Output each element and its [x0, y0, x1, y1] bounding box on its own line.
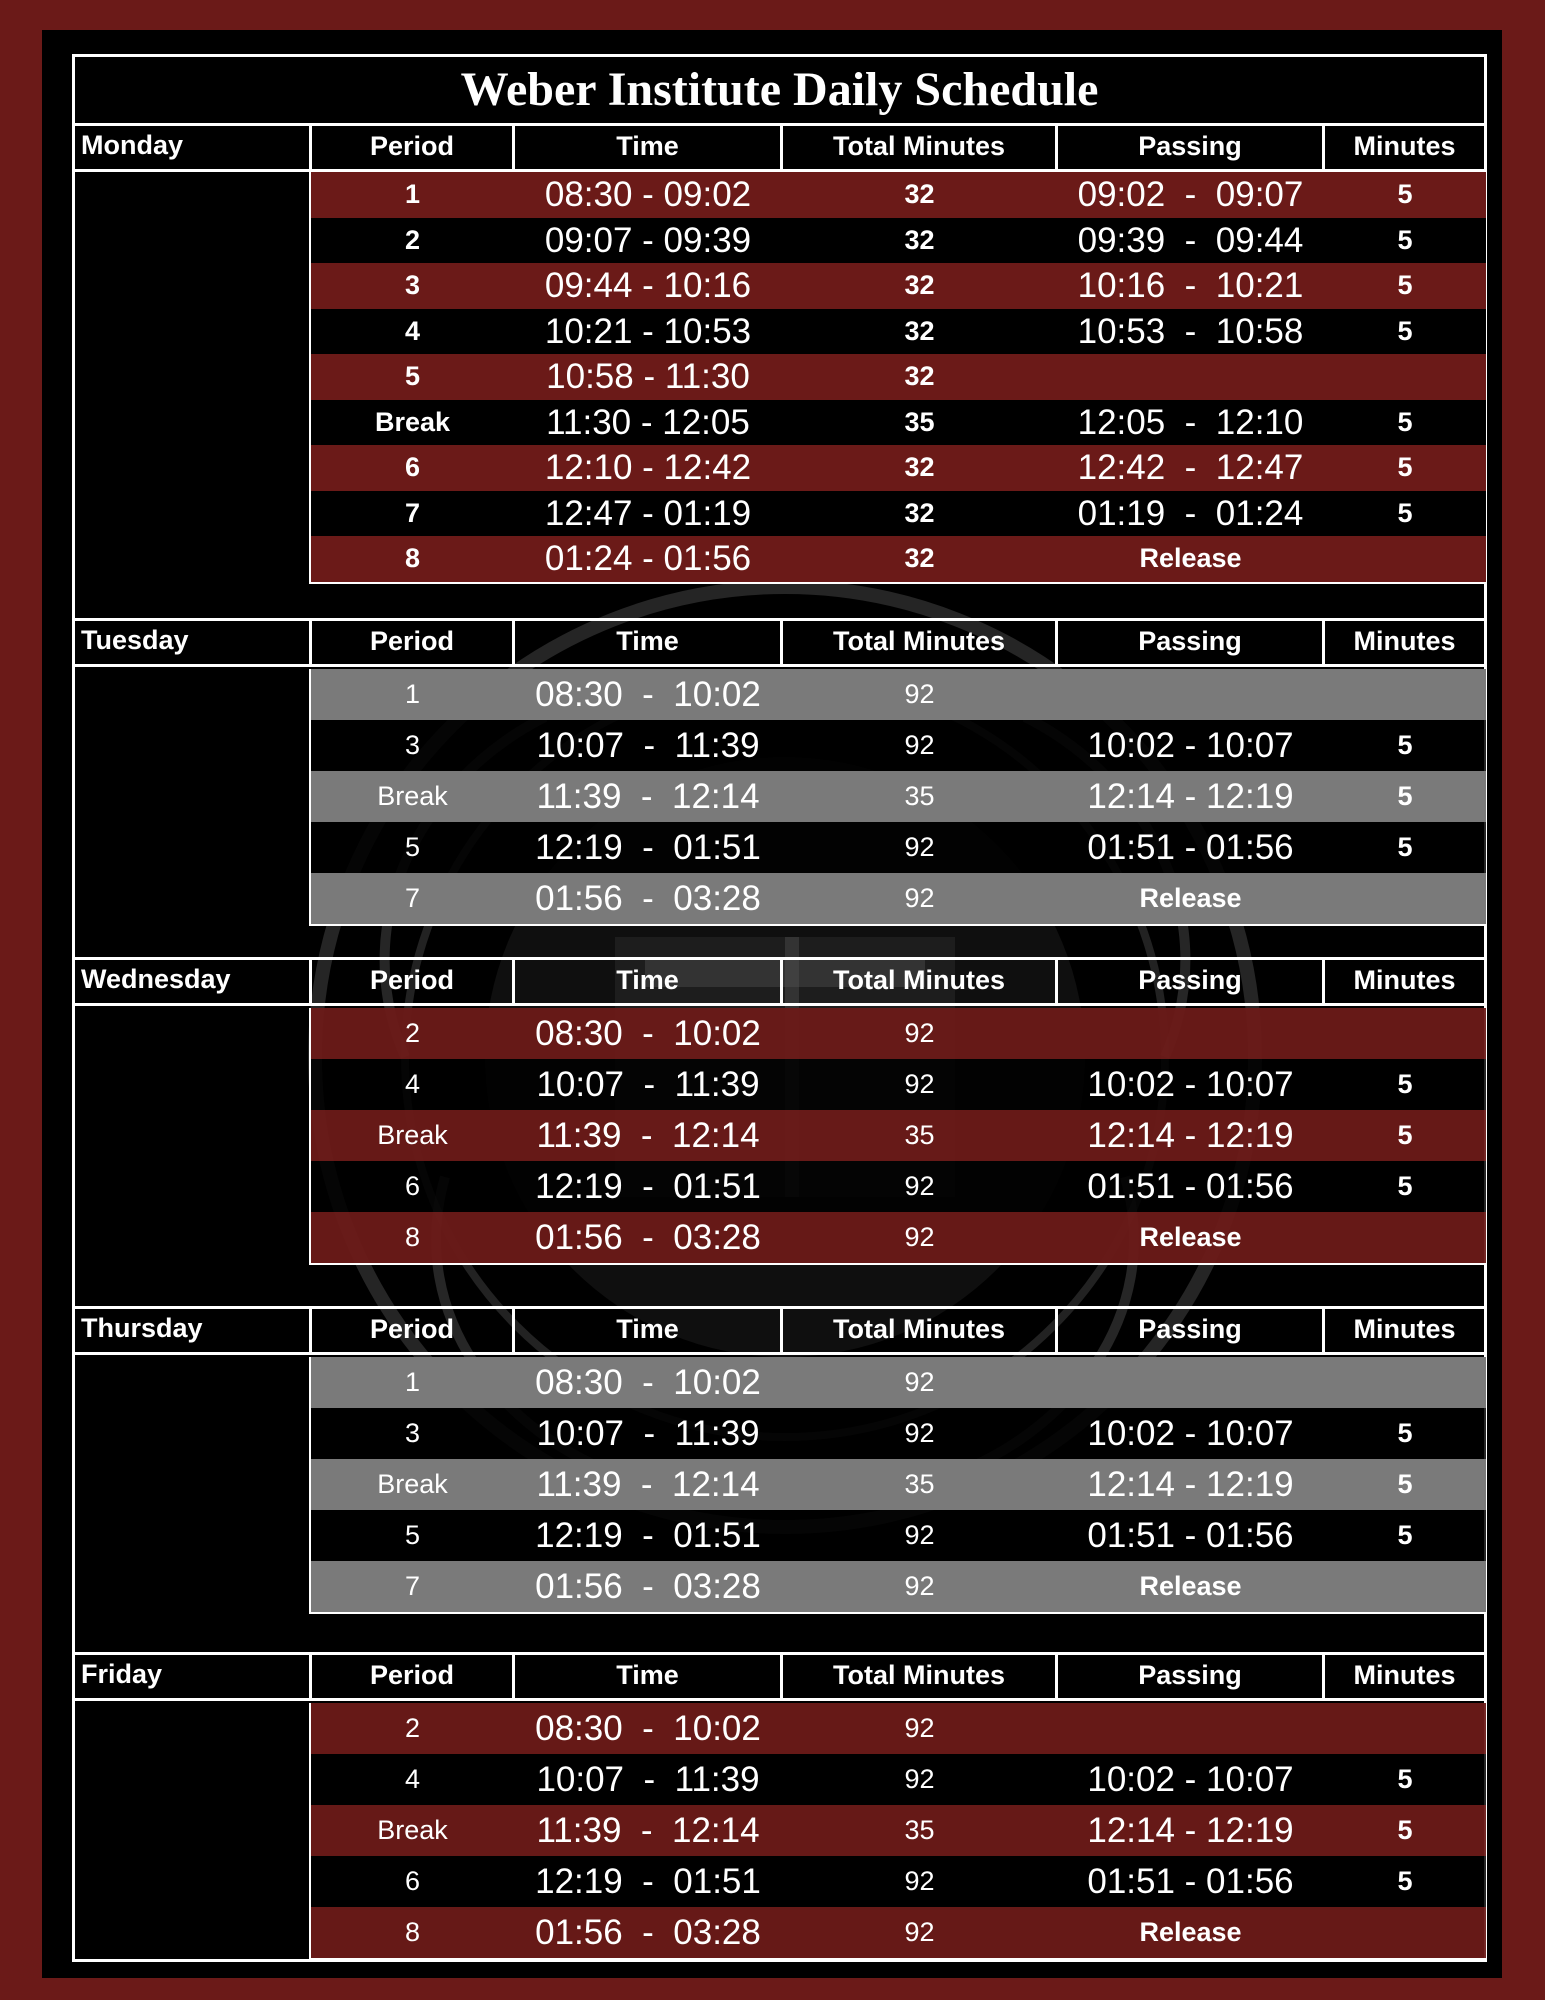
minutes-cell	[1324, 1561, 1486, 1612]
passing-cell: 01:51 - 01:56	[1087, 1167, 1294, 1206]
total-minutes-cell: 35	[904, 781, 935, 811]
time-cell: 12:10 - 12:42	[544, 448, 752, 487]
period-cell: 4	[404, 1069, 421, 1099]
passing-cell: Release	[1139, 1571, 1242, 1601]
minutes-cell: 5	[1397, 1120, 1413, 1150]
period-cell: 1	[404, 1367, 421, 1397]
total-minutes-cell: 92	[904, 1866, 935, 1896]
passing-cell: 01:51 - 01:56	[1087, 1516, 1294, 1555]
table-row	[311, 445, 1486, 491]
day-section-3	[75, 1309, 1484, 1606]
total-minutes-cell: 35	[904, 1120, 935, 1150]
table-row	[311, 1856, 1486, 1907]
table-row	[311, 1212, 1486, 1263]
day-header	[75, 1309, 1484, 1355]
column-header-total: Total Minutes	[780, 1309, 1055, 1352]
total-minutes-cell: 32	[904, 270, 935, 300]
column-header-period: Period	[309, 960, 512, 1003]
period-cell: 5	[404, 832, 421, 862]
time-cell: 08:30 - 09:02	[544, 175, 752, 214]
table-row	[311, 1907, 1486, 1958]
period-cell: 1	[404, 679, 421, 709]
passing-cell: Release	[1139, 883, 1242, 913]
minutes-cell: 5	[1397, 315, 1413, 346]
minutes-cell: 5	[1397, 832, 1413, 862]
minutes-cell: 5	[1397, 179, 1413, 209]
passing-cell	[1057, 1357, 1324, 1408]
total-minutes-cell: 92	[904, 1222, 935, 1252]
passing-cell: 12:14 - 12:19	[1087, 1811, 1294, 1850]
table-row	[311, 309, 1486, 355]
minutes-cell	[1324, 536, 1486, 582]
time-cell: 08:30 - 10:02	[535, 1709, 761, 1748]
total-minutes-cell: 35	[904, 1815, 935, 1845]
passing-cell: 01:51 - 01:56	[1087, 828, 1294, 867]
table-row	[311, 720, 1486, 771]
total-minutes-cell: 92	[904, 679, 935, 709]
column-header-time: Time	[512, 1655, 780, 1698]
passing-cell: 01:19 - 01:24	[1077, 493, 1304, 533]
column-header-minutes: Minutes	[1322, 126, 1484, 169]
schedule-rows	[309, 1357, 1486, 1614]
minutes-cell	[1324, 1008, 1486, 1059]
passing-cell: Release	[1139, 1222, 1242, 1252]
table-row	[311, 771, 1486, 822]
total-minutes-cell: 92	[904, 730, 935, 760]
total-minutes-cell: 92	[904, 1418, 935, 1448]
total-minutes-cell: 92	[904, 1571, 935, 1601]
schedule-frame	[72, 54, 1487, 1962]
passing-cell: Release	[1139, 543, 1242, 573]
table-row	[311, 491, 1486, 537]
day-header	[75, 621, 1484, 667]
time-cell: 12:19 - 01:51	[535, 1516, 761, 1555]
total-minutes-cell: 32	[904, 179, 935, 209]
column-header-minutes: Minutes	[1322, 621, 1484, 664]
passing-cell: 12:14 - 12:19	[1087, 1465, 1294, 1504]
column-header-time: Time	[512, 1309, 780, 1352]
table-row	[311, 536, 1486, 582]
time-cell: 10:07 - 11:39	[536, 1065, 760, 1104]
table-row	[311, 400, 1486, 446]
period-cell: 8	[404, 1917, 421, 1947]
time-cell: 01:24 - 01:56	[544, 539, 752, 578]
schedule-sheet	[42, 30, 1502, 1978]
total-minutes-cell: 92	[904, 832, 935, 862]
column-header-period: Period	[309, 1309, 512, 1352]
minutes-cell: 5	[1397, 224, 1413, 255]
minutes-cell: 5	[1397, 1469, 1413, 1499]
day-section-0	[75, 126, 1484, 581]
table-row	[311, 1510, 1486, 1561]
table-row	[311, 1008, 1486, 1059]
column-header-total: Total Minutes	[780, 960, 1055, 1003]
column-header-minutes: Minutes	[1322, 1309, 1484, 1352]
total-minutes-cell: 32	[904, 543, 935, 573]
table-row	[311, 1161, 1486, 1212]
passing-cell: 12:05 - 12:10	[1077, 402, 1304, 442]
minutes-cell: 5	[1397, 1866, 1413, 1896]
day-section-4	[75, 1655, 1484, 1952]
minutes-cell	[1324, 669, 1486, 720]
time-cell: 12:19 - 01:51	[535, 828, 761, 867]
day-section-1	[75, 621, 1484, 918]
minutes-cell: 5	[1397, 1815, 1413, 1845]
time-cell: 11:39 - 12:14	[536, 1465, 760, 1504]
time-cell: 01:56 - 03:28	[535, 1567, 761, 1606]
passing-cell: 12:42 - 12:47	[1077, 448, 1304, 487]
total-minutes-cell: 92	[904, 1917, 935, 1947]
total-minutes-cell: 35	[904, 406, 935, 437]
table-row	[311, 1561, 1486, 1612]
passing-cell: 10:02 - 10:07	[1087, 726, 1294, 765]
period-cell: 2	[404, 1713, 421, 1743]
passing-cell: 09:02 - 09:07	[1077, 175, 1304, 214]
day-name: Monday	[81, 130, 184, 160]
table-row	[311, 1408, 1486, 1459]
minutes-cell: 5	[1397, 730, 1413, 760]
total-minutes-cell: 92	[904, 1713, 935, 1743]
column-header-passing: Passing	[1055, 960, 1322, 1003]
minutes-cell	[1324, 873, 1486, 924]
table-row	[311, 263, 1486, 309]
period-cell: 4	[404, 315, 421, 346]
day-name: Tuesday	[81, 625, 189, 655]
time-cell: 10:07 - 11:39	[536, 1760, 760, 1799]
period-cell: 2	[404, 1018, 421, 1048]
table-row	[311, 1357, 1486, 1408]
time-cell: 08:30 - 10:02	[535, 1363, 761, 1402]
column-header-passing: Passing	[1055, 621, 1322, 664]
period-cell: 4	[404, 1764, 421, 1794]
minutes-cell: 5	[1397, 1764, 1413, 1794]
schedule-rows	[309, 172, 1486, 584]
period-cell: 6	[404, 1866, 421, 1896]
column-header-passing: Passing	[1055, 1655, 1322, 1698]
table-row	[311, 1059, 1486, 1110]
time-cell: 01:56 - 03:28	[535, 879, 761, 918]
passing-cell: 01:51 - 01:56	[1087, 1862, 1294, 1901]
schedule-rows	[309, 669, 1486, 926]
period-cell: Break	[377, 1120, 448, 1150]
period-cell: 5	[404, 361, 421, 391]
time-cell: 11:39 - 12:14	[536, 1116, 760, 1155]
day-name: Friday	[81, 1659, 163, 1689]
period-cell: 6	[404, 452, 421, 482]
column-header-time: Time	[512, 960, 780, 1003]
period-cell: 3	[404, 730, 421, 760]
minutes-cell	[1324, 1212, 1486, 1263]
day-header	[75, 1655, 1484, 1701]
total-minutes-cell: 32	[904, 361, 935, 391]
time-cell: 01:56 - 03:28	[535, 1913, 761, 1952]
table-row	[311, 822, 1486, 873]
column-header-time: Time	[512, 126, 780, 169]
minutes-cell: 5	[1397, 406, 1413, 437]
total-minutes-cell: 92	[904, 1520, 935, 1550]
table-row	[311, 1459, 1486, 1510]
total-minutes-cell: 92	[904, 883, 935, 913]
column-header-total: Total Minutes	[780, 1655, 1055, 1698]
table-row	[311, 354, 1486, 400]
column-header-minutes: Minutes	[1322, 1655, 1484, 1698]
table-row	[311, 1703, 1486, 1754]
time-cell: 11:30 - 12:05	[546, 402, 750, 442]
day-name: Thursday	[81, 1313, 203, 1343]
time-cell: 10:58 - 11:30	[546, 357, 750, 396]
column-header-passing: Passing	[1055, 1309, 1322, 1352]
column-header-time: Time	[512, 621, 780, 664]
passing-cell: 12:14 - 12:19	[1087, 777, 1294, 816]
table-row	[311, 1110, 1486, 1161]
passing-cell	[1057, 1703, 1324, 1754]
total-minutes-cell: 32	[904, 315, 935, 346]
minutes-cell: 5	[1397, 270, 1413, 300]
time-cell: 01:56 - 03:28	[535, 1218, 761, 1257]
period-cell: 3	[404, 270, 421, 300]
passing-cell: 10:16 - 10:21	[1077, 266, 1304, 305]
period-cell: 7	[404, 1571, 421, 1601]
passing-cell: Release	[1139, 1917, 1242, 1947]
minutes-cell: 5	[1397, 1418, 1413, 1448]
period-cell: 5	[404, 1520, 421, 1550]
column-header-passing: Passing	[1055, 126, 1322, 169]
page-title: Weber Institute Daily Schedule	[75, 57, 1484, 126]
table-row	[311, 873, 1486, 924]
period-cell: 2	[404, 224, 421, 255]
minutes-cell: 5	[1397, 497, 1413, 528]
time-cell: 12:19 - 01:51	[535, 1862, 761, 1901]
total-minutes-cell: 92	[904, 1171, 935, 1201]
day-name: Wednesday	[81, 964, 231, 994]
period-cell: Break	[377, 1469, 448, 1499]
time-cell: 08:30 - 10:02	[535, 675, 761, 714]
column-header-period: Period	[309, 126, 512, 169]
passing-cell: 10:02 - 10:07	[1087, 1065, 1294, 1104]
total-minutes-cell: 92	[904, 1018, 935, 1048]
column-header-minutes: Minutes	[1322, 960, 1484, 1003]
period-cell: Break	[374, 406, 451, 437]
time-cell: 09:44 - 10:16	[544, 266, 752, 305]
minutes-cell: 5	[1397, 1520, 1413, 1550]
passing-cell	[1057, 354, 1324, 400]
passing-cell: 10:53 - 10:58	[1077, 311, 1304, 351]
minutes-cell: 5	[1397, 781, 1413, 811]
period-cell: 1	[404, 179, 421, 209]
passing-cell: 10:02 - 10:07	[1087, 1760, 1294, 1799]
table-row	[311, 1805, 1486, 1856]
column-header-period: Period	[309, 1655, 512, 1698]
time-cell: 10:07 - 11:39	[536, 726, 760, 765]
time-cell: 12:47 - 01:19	[544, 493, 752, 533]
period-cell: 3	[404, 1418, 421, 1448]
day-section-2	[75, 960, 1484, 1257]
minutes-cell	[1324, 1907, 1486, 1958]
table-row	[311, 1754, 1486, 1805]
schedule-rows	[309, 1008, 1486, 1265]
time-cell: 11:39 - 12:14	[536, 1811, 760, 1850]
passing-cell: 10:02 - 10:07	[1087, 1414, 1294, 1453]
table-row	[311, 172, 1486, 218]
period-cell: 8	[404, 543, 421, 573]
time-cell: 10:21 - 10:53	[544, 311, 752, 351]
total-minutes-cell: 92	[904, 1069, 935, 1099]
column-header-period: Period	[309, 621, 512, 664]
minutes-cell: 5	[1397, 452, 1413, 482]
total-minutes-cell: 32	[904, 452, 935, 482]
total-minutes-cell: 32	[904, 497, 935, 528]
day-header	[75, 960, 1484, 1006]
time-cell: 11:39 - 12:14	[536, 777, 760, 816]
period-cell: Break	[377, 1815, 448, 1845]
passing-cell: 12:14 - 12:19	[1087, 1116, 1294, 1155]
passing-cell	[1057, 669, 1324, 720]
time-cell: 09:07 - 09:39	[544, 220, 752, 260]
table-row	[311, 218, 1486, 264]
time-cell: 08:30 - 10:02	[535, 1014, 761, 1053]
minutes-cell	[1324, 354, 1486, 400]
column-header-total: Total Minutes	[780, 621, 1055, 664]
period-cell: Break	[377, 781, 448, 811]
day-header	[75, 126, 1484, 172]
total-minutes-cell: 92	[904, 1764, 935, 1794]
time-cell: 12:19 - 01:51	[535, 1167, 761, 1206]
total-minutes-cell: 92	[904, 1367, 935, 1397]
passing-cell: 09:39 - 09:44	[1077, 220, 1304, 260]
schedule-rows	[309, 1703, 1486, 1960]
column-header-total: Total Minutes	[780, 126, 1055, 169]
period-cell: 7	[404, 497, 421, 528]
period-cell: 7	[404, 883, 421, 913]
minutes-cell: 5	[1397, 1171, 1413, 1201]
minutes-cell: 5	[1397, 1069, 1413, 1099]
time-cell: 10:07 - 11:39	[536, 1414, 760, 1453]
table-row	[311, 669, 1486, 720]
total-minutes-cell: 35	[904, 1469, 935, 1499]
period-cell: 8	[404, 1222, 421, 1252]
passing-cell	[1057, 1008, 1324, 1059]
minutes-cell	[1324, 1703, 1486, 1754]
minutes-cell	[1324, 1357, 1486, 1408]
total-minutes-cell: 32	[904, 224, 935, 255]
period-cell: 6	[404, 1171, 421, 1201]
